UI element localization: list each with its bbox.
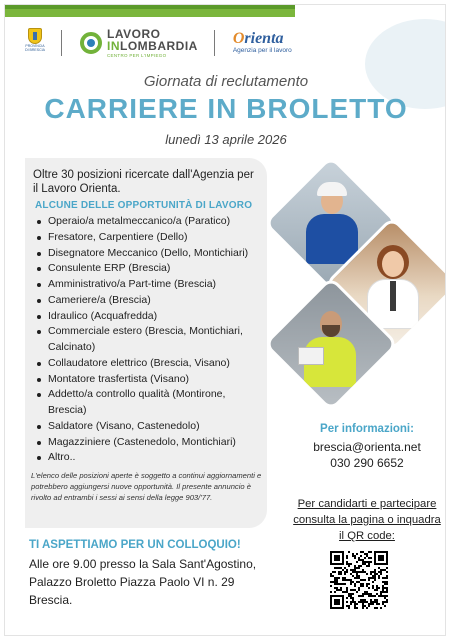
lavoro-logo-tagline: CENTRO PER L'IMPIEGO [107, 52, 167, 58]
cta-line: Palazzo Broletto Piazza Paolo VI n. 29 [29, 574, 235, 589]
cta-line: Alle ore 9.00 presso la Sala Sant'Agostino, [29, 557, 257, 571]
job-item: Cameriere/a (Brescia) [35, 293, 263, 309]
flyer-page [4, 4, 446, 636]
top-dark-bar [5, 5, 295, 9]
apply-instructions[interactable] [289, 496, 445, 544]
orienta-logo-tagline: Agenzia per il lavoro [232, 47, 292, 55]
crest-shield-icon [28, 28, 42, 44]
event-date: lunedì 13 aprile 2026 [165, 132, 287, 147]
logo-divider [214, 30, 215, 56]
job-item: Addetto/a controllo qualità (Montirone, Brescia) [35, 387, 263, 419]
logo-divider [61, 30, 62, 56]
apply-line: il QR code: [339, 530, 395, 543]
job-item: Operaio/a metalmeccanico/a (Paratico) [35, 214, 263, 230]
cta-heading: TI ASPETTIAMO PER UN COLLOQUIO! [29, 539, 241, 551]
job-item: Idraulico (Acquafredda) [35, 309, 263, 325]
orienta-logo [233, 31, 292, 55]
province-crest-logo [25, 28, 45, 58]
apply-line: consulta la pagina o inquadra [293, 514, 441, 527]
job-item: Saldatore (Visano, Castenedolo) [35, 419, 263, 435]
apply-line: Per candidarti e partecipare [297, 498, 437, 510]
crest-label: PROVINCIA DI BRESCIA [25, 44, 45, 52]
cta-line: Brescia. [29, 592, 73, 607]
disclaimer-text: L'elenco delle posizioni aperte è soggetto a continui aggiornamenti e potrebbero aggiungersi nuove opportunità. Il presente annuncio è rivolto ad entrambi i sessi ai sensi della legge 903/'77. [31, 471, 262, 502]
contact-phone[interactable]: 030 290 6652 [330, 456, 404, 470]
job-item: Amministrativo/a Part-time (Brescia) [35, 277, 263, 293]
intro-text: Oltre 30 posizioni ricercate dall'Agenzia per il Lavoro Orienta. [33, 169, 254, 196]
event-title: CARRIERE IN BROLETTO [44, 93, 408, 124]
job-item: Disegnatore Meccanico (Dello, Montichiari) [35, 246, 263, 262]
job-item: Collaudatore elettrico (Brescia, Visano) [35, 356, 263, 372]
event-subtitle: Giornata di reclutamento [143, 73, 309, 90]
job-item: Magazziniere (Castenedolo, Montichiari) [35, 435, 263, 451]
jobs-list [35, 214, 263, 466]
orienta-logo-name: Orienta [232, 30, 284, 48]
job-item: Altro.. [35, 450, 263, 466]
job-item: Commerciale estero (Brescia, Montichiari, Calcinato) [35, 324, 263, 356]
job-item: Fresatore, Carpentiere (Dello) [35, 230, 263, 246]
contacts-heading: Per informazioni: [320, 423, 414, 435]
job-item: Consulente ERP (Brescia) [35, 261, 263, 277]
logo-row [25, 25, 325, 61]
lavoro-lombardia-logo [80, 28, 198, 59]
contact-email[interactable]: brescia@orienta.net [313, 440, 421, 454]
lavoro-logo-name: LAVORO INLOMBARDIA [107, 26, 198, 53]
job-item: Montatore trasfertista (Visano) [35, 372, 263, 388]
qr-code-icon[interactable] [330, 551, 388, 609]
lavoro-ring-icon [80, 32, 102, 54]
cta-location [29, 556, 279, 609]
jobs-heading: ALCUNE DELLE OPPORTUNITÀ DI LAVORO [35, 200, 253, 211]
